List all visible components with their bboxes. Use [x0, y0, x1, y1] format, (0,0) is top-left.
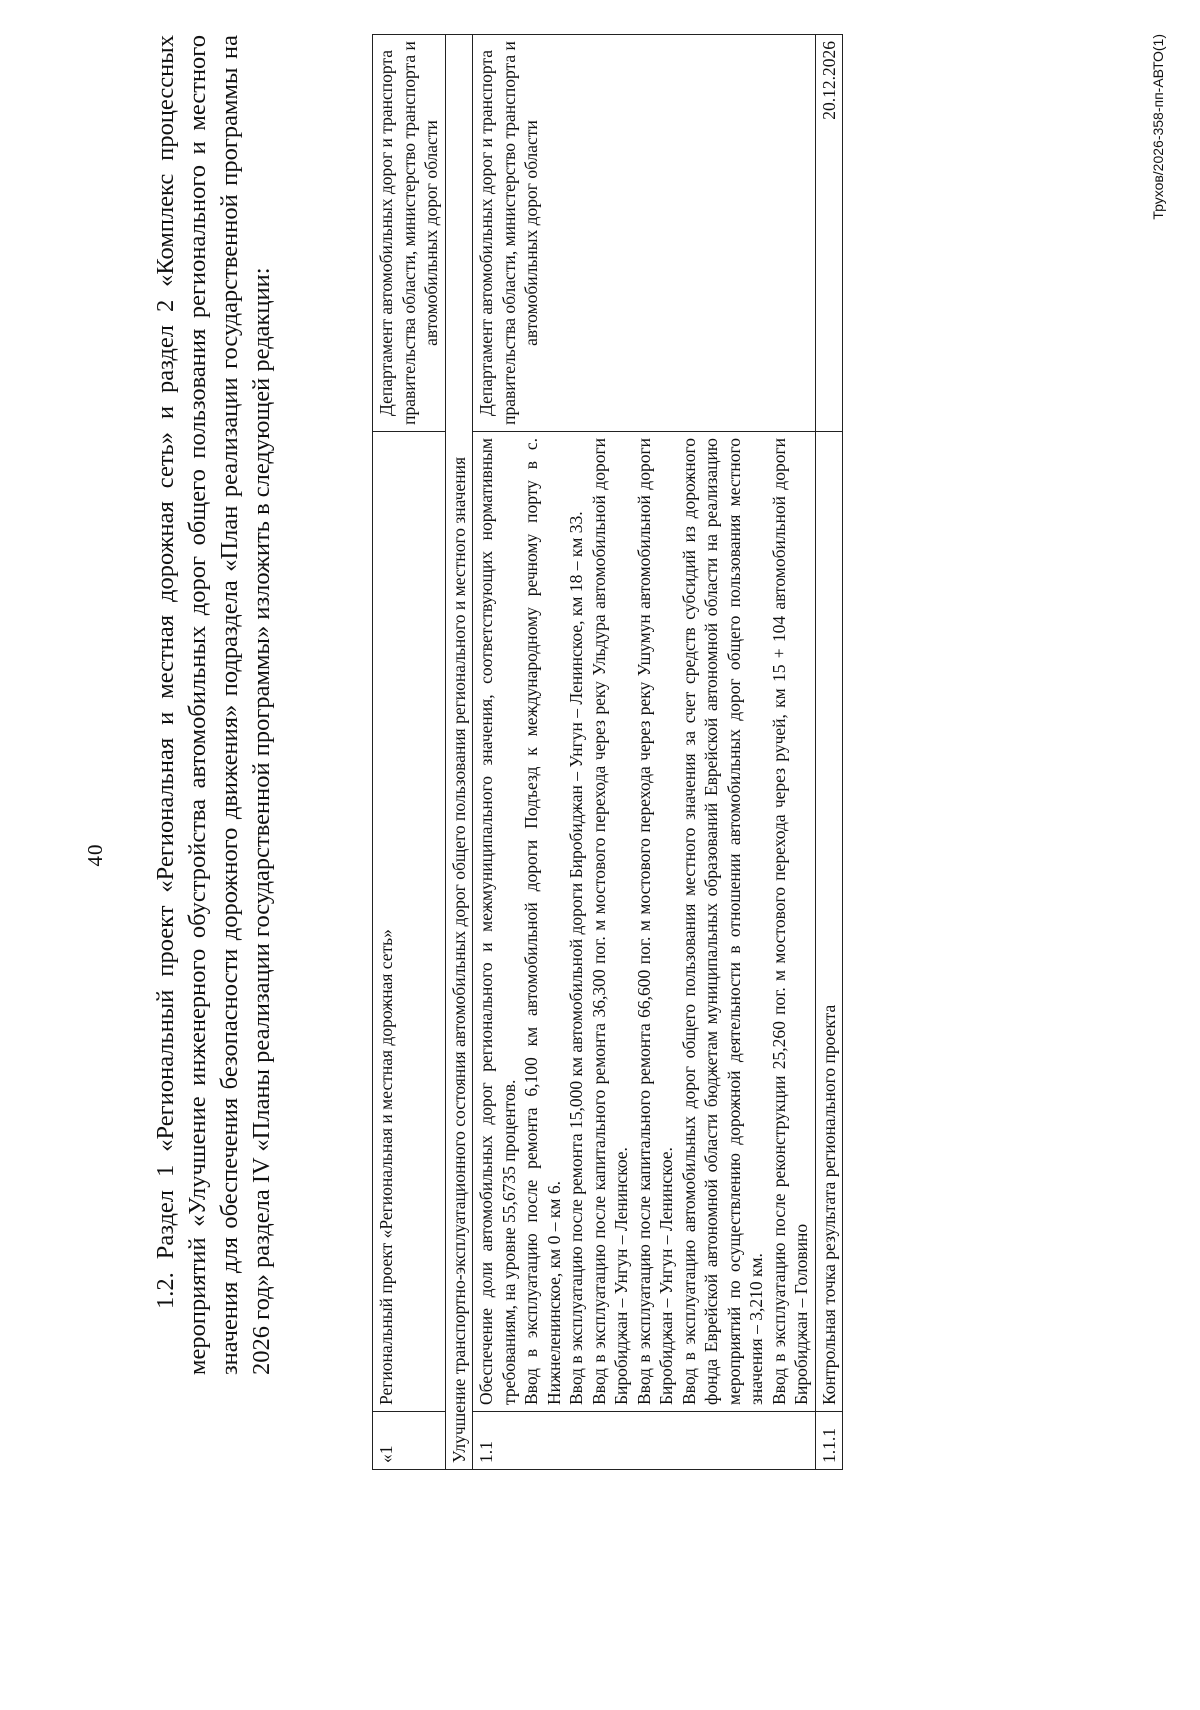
description-paragraph: Ввод в эксплуатацию после реконструкции 25,260 пог. м мостового перехода через ручей, км 15 + 104 автомобильной дороги Биробиджан – Головино: [768, 438, 811, 1405]
checkpoint-date: 20.12.2026: [815, 35, 843, 432]
section-header-row: [445, 35, 473, 1470]
plan-table: [372, 34, 843, 1470]
intro-text: 1.2. Раздел 1 «Региональный проект «Региональная и местная дорожная сеть» и раздел 2 «Комплекс процессных мероприятий «Улучшение инженерного обустройства автомобильных дорог общего пользования регионального и местного значения для обеспечения безопасности дорожного движения» подраздела «План реализации государственной программы на 2026 год» раздела IV «Планы реализации государственной программы» изложить в следующей редакции:: [152, 35, 275, 1375]
row-number: 1.1.1: [815, 1412, 843, 1470]
page-number: 40: [83, 843, 107, 867]
table-row: [815, 35, 843, 1470]
description-paragraph: Ввод в эксплуатацию после ремонта 6,100 км автомобильной дороги Подъезд к международному речному порту в с. Нижнеленинское, км 0 – км 6.: [521, 438, 564, 1405]
description-paragraph: Ввод в эксплуатацию автомобильных дорог общего пользования местного значения за счет средств субсидий из дорожного фонда Еврейской автономной области бюджетам муниципальных образований Еврейской автономной области на реализацию мероприятий по осуществлению дорожной деятельности в отношении автомобильных дорог общего пользования местного значения – 3,210 км.: [678, 438, 766, 1405]
row-number: «1: [373, 1412, 446, 1470]
intro-paragraph: [150, 35, 278, 1375]
table-row: [473, 35, 816, 1470]
row-number: 1.1: [473, 1412, 816, 1470]
table-row: [373, 35, 446, 1470]
responsible-cell: Департамент автомобильных дорог и транспорта правительства области, министерство транспорта и автомобильных дорог области: [373, 35, 446, 432]
responsible-cell: Департамент автомобильных дорог и транспорта правительства области, министерство транспорта и автомобильных дорог области: [473, 35, 816, 432]
description-paragraph: Ввод в эксплуатацию после капитального ремонта 36,300 пог. м мостового перехода через реку Ульдура автомобильной дороги Биробиджан – Унгун – Ленинское.: [588, 438, 631, 1405]
row-description: [473, 432, 816, 1412]
checkpoint-label: Контрольная точка результата регионального проекта: [818, 1004, 839, 1405]
section-header: Улучшение транспортно-эксплуатационного состояния автомобильных дорог общего пользования регионального и местного значения: [445, 35, 473, 1470]
description-paragraph: Ввод в эксплуатацию после капитального ремонта 66,600 пог. м мостового перехода через реку Ушумун автомобильной дороги Биробиджан – Унгун – Ленинское.: [633, 438, 676, 1405]
checkpoint-cell: [815, 432, 843, 1412]
description-paragraph: Обеспечение доли автомобильных дорог регионального и межмуниципального значения, соответствующих нормативным требованиям, на уровне 55,6735 процентов.: [476, 438, 519, 1405]
description-paragraph: Ввод в эксплуатацию после ремонта 15,000 км автомобильной дороги Биробиджан – Унгун – Ленинское, км 18 – км 33.: [566, 511, 586, 1405]
document-footer-code: Трухов/2026-358-пп-АВТО(1): [1150, 34, 1166, 220]
row-description: Региональный проект «Региональная и местная дорожная сеть»: [373, 432, 446, 1412]
